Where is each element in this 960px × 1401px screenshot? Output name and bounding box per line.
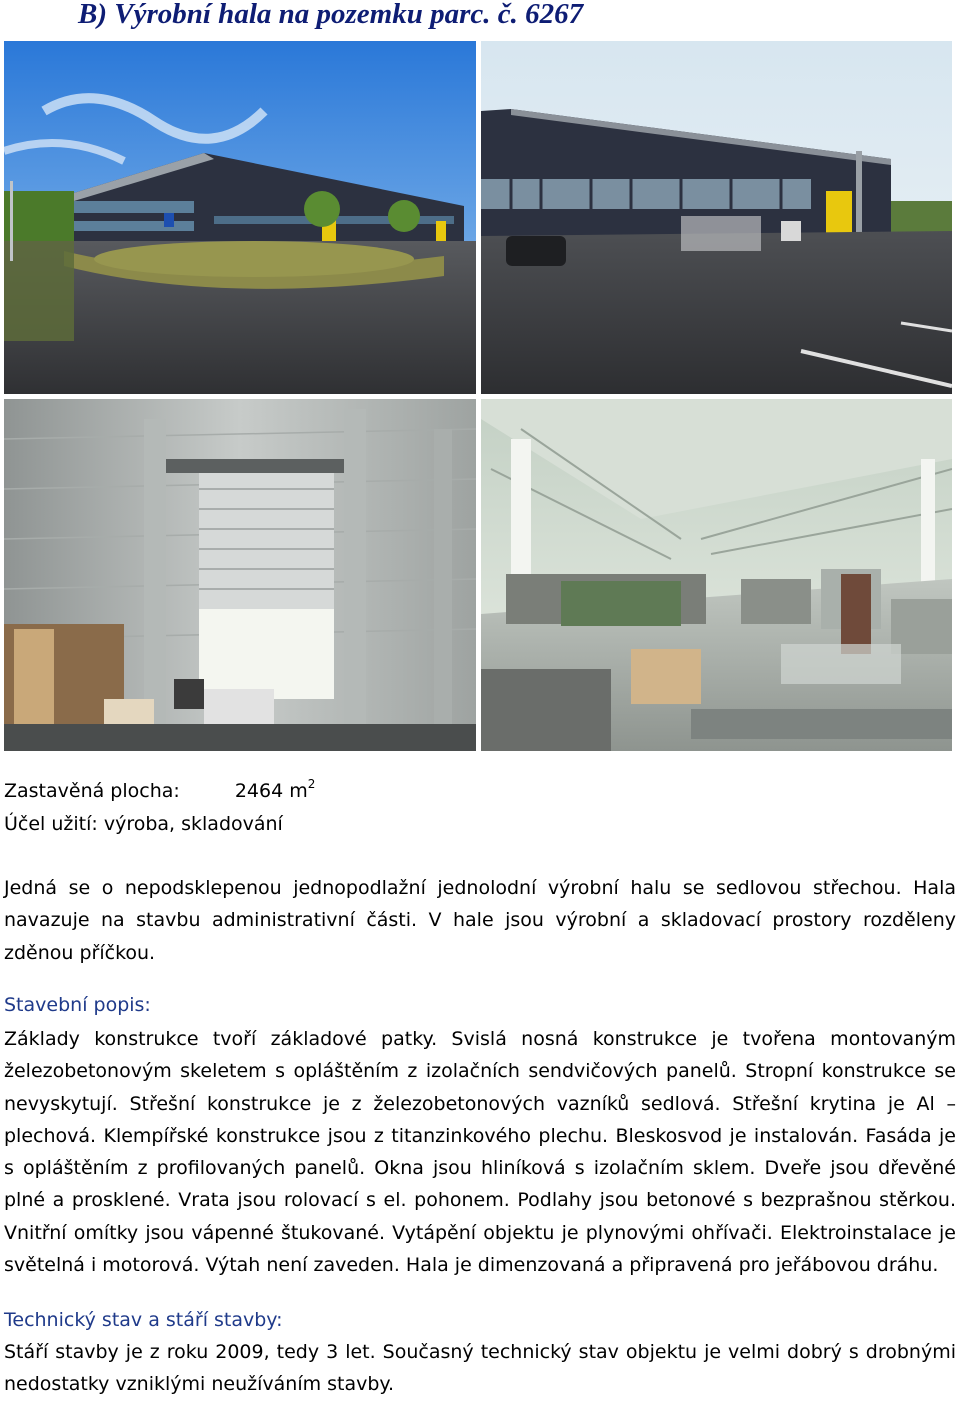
photo-hall-facade-parking (481, 41, 952, 394)
usage-row: Účel užití: výroba, skladování (4, 813, 283, 835)
built-area-row (4, 779, 315, 803)
photo-interior-warehouse (481, 399, 952, 751)
built-area-unit-sup: 2 (307, 777, 316, 791)
built-area-value: 2464 m (234, 780, 308, 802)
construction-paragraph: Základy konstrukce tvoří základové patky. Svislá nosná konstrukce je tvořena montovaným železobetonovým skeletem s opláštěním z izolačních sendvičových panelů. Stropní konstrukce se nevyskytují. Střešní konstrukce je z železobetonových vazníků sedlová. Střešní krytina je Al – plechová. Klempířské konstrukce jsou z titanzinkového plechu. Bleskosvod je instalován. Fasáda je s opláštěním z profilovaných panelů. Okna jsou hliníková s izolačním sklem. Dveře jsou dřevěné plné a prosklené. Vrata jsou rolovací s el. pohonem. Podlahy jsou betonové s bezprašnou stěrkou. Vnitřní omítky jsou vápenné štukované. Vytápění objektu je plynovými ohřívači. Elektroinstalace je světelná i motorová. Výtah není zaveden. Hala je dimenzovaná a připravená pro jeřábovou dráhu. (4, 1028, 956, 1277)
condition-paragraph: Stáří stavby je z roku 2009, tedy 3 let. Současný technický stav objektu je velmi dobrý s drobnými nedostatky vzniklými neužíváním stavby. (4, 1341, 956, 1396)
condition-heading: Technický stav a stáří stavby: (4, 1309, 283, 1331)
photo-hall-exterior-road (4, 41, 476, 394)
page-title: B) Výrobní hala na pozemku parc. č. 6267 (78, 0, 584, 30)
intro-paragraph: Jedná se o nepodsklepenou jednopodlažní jednolodní výrobní halu se sedlovou střechou. Hala navazuje na stavbu administrativní části. V hale jsou výrobní a skladovací prostory rozděleny zděnou příčkou. (4, 877, 956, 964)
construction-heading: Stavební popis: (4, 994, 151, 1016)
built-area-label: Zastavěná plocha: (4, 780, 180, 802)
photo-interior-rolling-door (4, 399, 476, 751)
